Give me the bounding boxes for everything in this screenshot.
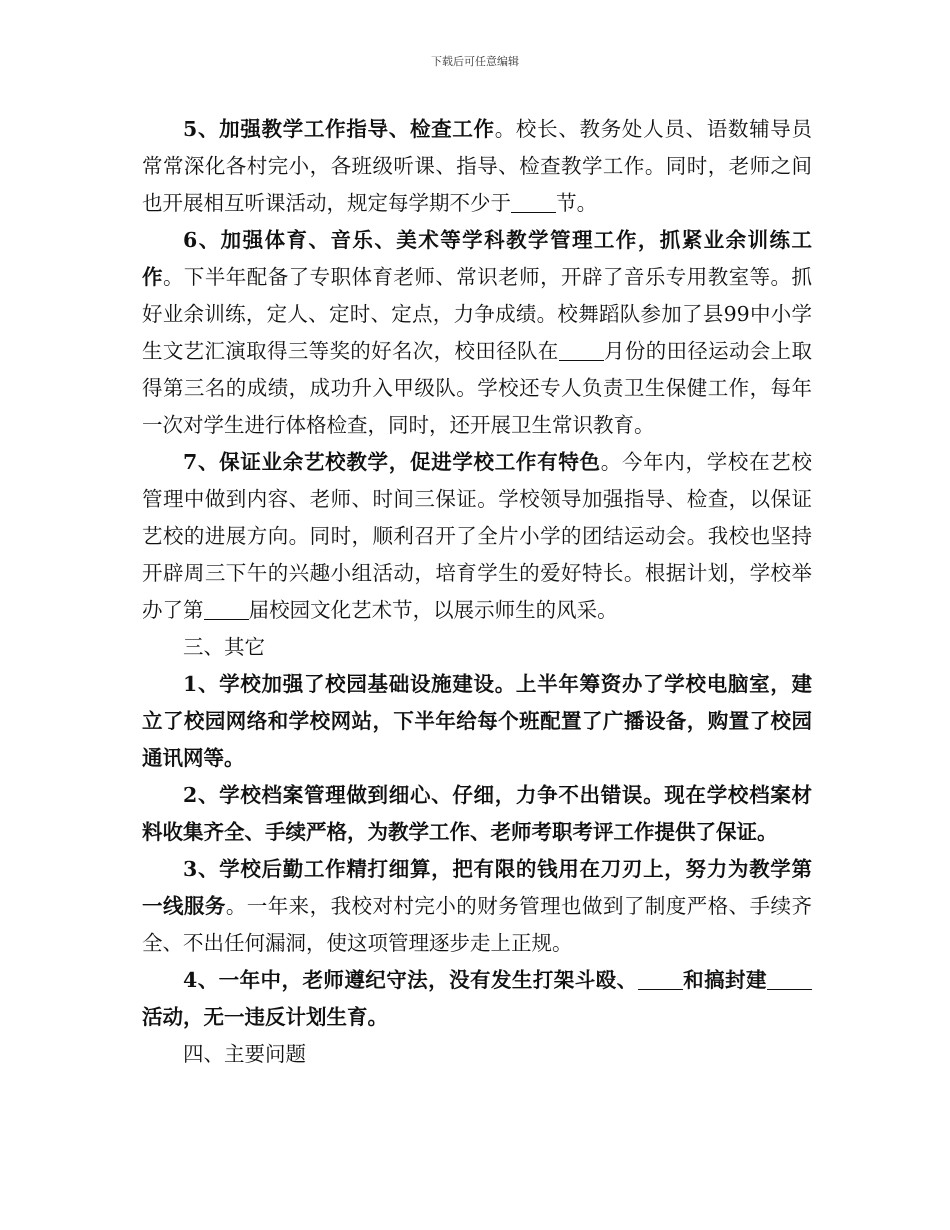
paragraph-7-body: 。今年内，学校在艺校管理中做到内容、老师、时间三保证。学校领导加强指导、检查，以保证艺校的进展方向。同时，顺利召开了全片小学的团结运动会。我校也坚持开辟周三下午的兴趣小组活动，培育学生的爱好特长。根据计划，学校举办了第 (142, 450, 812, 622)
other-item-4-part2: 和搞封建 (682, 968, 767, 992)
section-4-heading: 四、主要问题 (183, 1042, 306, 1066)
paragraph-7-title: 7、保证业余艺校教学，促进学校工作有特色 (183, 450, 601, 474)
paragraph-6 (142, 222, 812, 444)
fill-in-blank (559, 340, 604, 362)
other-item-1: 1、学校加强了校园基础设施建设。上半年筹资办了学校电脑室，建立了校园网络和学校网站，下半年给每个班配置了广播设备，购置了校园通讯网等。 (142, 672, 812, 770)
paragraph-7-body-end: 届校园文化艺术节，以展示师生的风采。 (248, 598, 618, 622)
page-header-note: 下载后可任意编辑 (431, 55, 519, 68)
other-item-3-title: 3、学校后勤工作精打细算，把有限的钱用在刀刃上，努力为教学第一线服务 (142, 857, 812, 918)
fill-in-blank (204, 599, 249, 621)
fill-in-blank (767, 969, 812, 991)
paragraph-5-body-end: 节。 (556, 191, 598, 215)
paragraph-5-body: 。校长、教务处人员、语数辅导员常常深化各村完小，各班级听课、指导、检查教学工作。同时，老师之间也开展相互听课活动，规定每学期不少于 (142, 117, 813, 215)
paragraph-6-body: 。下半年配备了专职体育老师、常识老师，开辟了音乐专用教室等。抓好业余训练，定人、定时、定点，力争成绩。校舞蹈队参加了县99中小学生文艺汇演取得三等奖的好名次，校田径队在 (142, 265, 812, 363)
fill-in-blank (511, 192, 556, 214)
other-item-4-part3: 活动，无一违反计划生育。 (142, 1005, 388, 1029)
other-item-3 (142, 851, 812, 962)
paragraph-7 (142, 444, 812, 629)
paragraph-5-title: 5、加强教学工作指导、检查工作 (183, 117, 495, 141)
other-item-2: 2、学校档案管理做到细心、仔细，力争不出错误。现在学校档案材料收集齐全、手续严格，为教学工作、老师考职考评工作提供了保证。 (142, 783, 812, 844)
other-item-3-body: 。一年来，我校对村完小的财务管理也做到了制度严格、手续齐全、不出任何漏洞，使这项管理逐步走上正规。 (142, 894, 813, 955)
other-item-4 (142, 962, 812, 1036)
other-item-4-part1: 4、一年中，老师遵纪守法，没有发生打架斗殴、 (183, 968, 638, 992)
document-body (142, 111, 812, 1073)
fill-in-blank (638, 969, 683, 991)
section-3-heading: 三、其它 (183, 635, 265, 659)
paragraph-6-body-end: 月份的田径运动会上取得第三名的成绩，成功升入甲级队。学校还专人负责卫生保健工作，每年一次对学生进行体格检查，同时，还开展卫生常识教育。 (142, 339, 813, 437)
paragraph-6-title: 6、加强体育、音乐、美术等学科教学管理工作，抓紧业余训练工作 (142, 228, 812, 289)
paragraph-5 (142, 111, 812, 222)
